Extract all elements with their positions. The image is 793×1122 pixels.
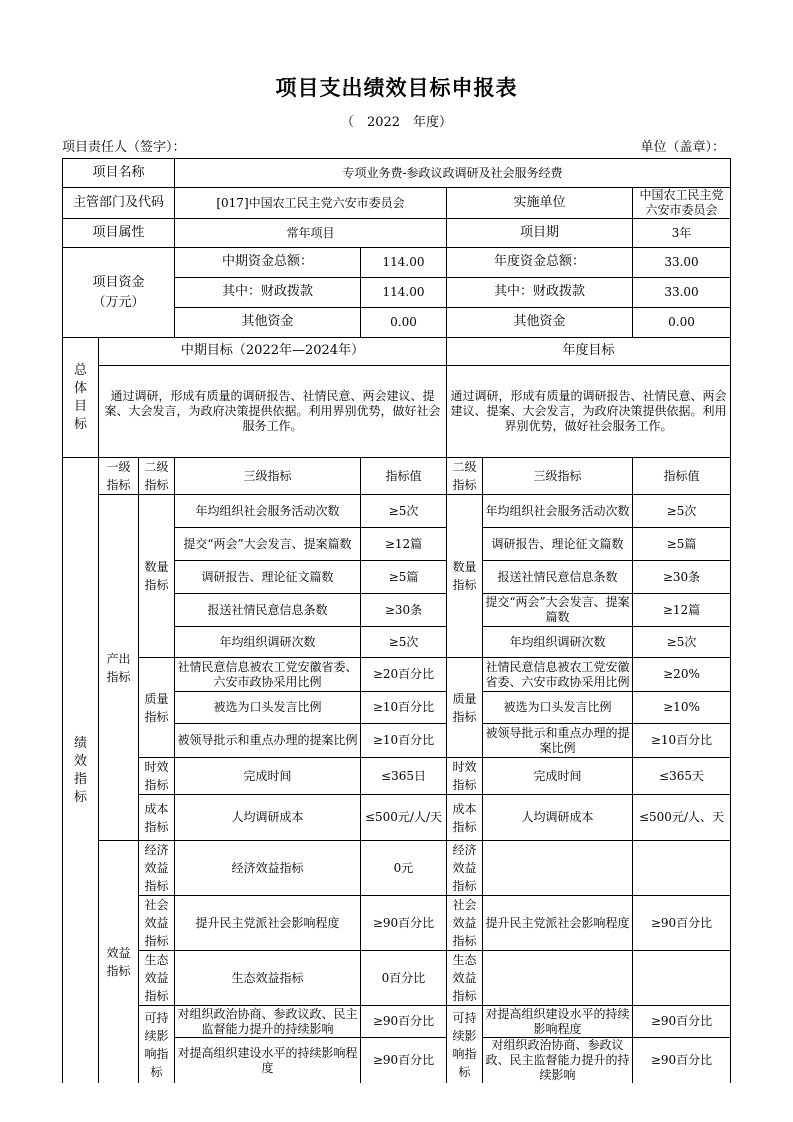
left-quantity-value: ≥5次	[361, 495, 447, 528]
time-label-right: 时效指标	[447, 758, 483, 795]
mid-goal-text: 通过调研，形成有质量的调研报告、社情民意、两会建议、提案、大会发言，为政府决策提供依据。利用界别优势，做好社会服务工作。	[99, 366, 447, 458]
right-quality-value: ≥10百分比	[633, 724, 731, 758]
year-fiscal-label: 其中：财政拨款	[447, 278, 633, 308]
col-value-right-header: 指标值	[633, 458, 731, 495]
left-sustain-value: ≥90百分比	[361, 1038, 447, 1084]
right-quality-name: 被选为口头发言比例	[483, 692, 633, 724]
right-quantity-name: 年均组织调研次数	[483, 627, 633, 658]
right-cost-value: ≤500元/人、天	[633, 795, 731, 841]
left-social-name: 提升民主党派社会影响程度	[175, 896, 361, 951]
left-quality-value: ≥20百分比	[361, 658, 447, 692]
econ-label-right: 经济效益指标	[447, 841, 483, 896]
left-sustain-name: 对提高组织建设水平的持续影响程度	[175, 1038, 361, 1084]
left-quality-value: ≥10百分比	[361, 692, 447, 724]
left-quality-name: 社情民意信息被农工党安徽省委、六安市政协采用比例	[175, 658, 361, 692]
benefit-indicator-label: 效益指标	[99, 841, 139, 1084]
right-sustain-value: ≥90百分比	[633, 1038, 731, 1084]
year-goal-header: 年度目标	[447, 338, 731, 366]
project-name-value: 专项业务费-参政议政调研及社会服务经费	[175, 159, 731, 188]
left-quantity-name: 调研报告、理论征文篇数	[175, 561, 361, 594]
year-total-value: 33.00	[633, 248, 731, 278]
col-level1-header: 一级指标	[99, 458, 139, 495]
quantity-label-left: 数量指标	[139, 495, 175, 658]
time-label-left: 时效指标	[139, 758, 175, 795]
right-sustain-value: ≥90百分比	[633, 1006, 731, 1038]
left-cost-value: ≤500元/人/天	[361, 795, 447, 841]
right-sustain-name: 对提高组织建设水平的持续影响程度	[483, 1006, 633, 1038]
cost-label-right: 成本指标	[447, 795, 483, 841]
performance-form	[62, 158, 731, 1083]
perf-indicator-label: 绩效指标	[63, 458, 99, 1084]
col-level2-right-header: 二级指标	[447, 458, 483, 495]
right-time-value: ≤365天	[633, 758, 731, 795]
left-eco-name: 生态效益指标	[175, 951, 361, 1006]
left-econ-value: 0元	[361, 841, 447, 896]
mid-fiscal-label: 其中：财政拨款	[175, 278, 361, 308]
eco-label-right: 生态效益指标	[447, 951, 483, 1006]
right-sustain-name: 对组织政治协商、参政议政、民主监督能力提升的持续影响	[483, 1038, 633, 1084]
col-level3-right-header: 三级指标	[483, 458, 633, 495]
left-quantity-name: 年均组织社会服务活动次数	[175, 495, 361, 528]
cost-label-left: 成本指标	[139, 795, 175, 841]
left-quantity-name: 提交“两会”大会发言、提案篇数	[175, 528, 361, 561]
right-quality-name: 社情民意信息被农工党安徽省委、六安市政协采用比例	[483, 658, 633, 692]
impl-unit-value: 中国农工民主党六安市委员会	[633, 188, 731, 219]
left-sustain-name: 对组织政治协商、参政议政、民主监督能力提升的持续影响	[175, 1006, 361, 1038]
right-eco-value	[633, 951, 731, 1006]
right-econ-name	[483, 841, 633, 896]
econ-label-left: 经济效益指标	[139, 841, 175, 896]
output-indicator-label: 产出指标	[99, 495, 139, 841]
right-quality-value: ≥10%	[633, 692, 731, 724]
right-quantity-name: 调研报告、理论征文篇数	[483, 528, 633, 561]
mid-other-label: 其他资金	[175, 308, 361, 338]
social-label-right: 社会效益指标	[447, 896, 483, 951]
left-quantity-value: ≥5篇	[361, 561, 447, 594]
quality-label-left: 质量指标	[139, 658, 175, 758]
project-period-label: 项目期	[447, 219, 633, 248]
dept-label: 主管部门及代码	[63, 188, 175, 219]
left-quality-value: ≥10百分比	[361, 724, 447, 758]
left-quantity-value: ≥5次	[361, 627, 447, 658]
sustain-label-right: 可持续影响指标	[447, 1006, 483, 1084]
right-social-name: 提升民主党派社会影响程度	[483, 896, 633, 951]
report-year: （ 2022 年度）	[340, 115, 453, 130]
right-quantity-value: ≥5次	[633, 627, 731, 658]
left-quality-name: 被选为口头发言比例	[175, 692, 361, 724]
right-eco-name	[483, 951, 633, 1006]
left-quantity-value: ≥12篇	[361, 528, 447, 561]
funds-label: 项目资金（万元）	[63, 248, 175, 338]
mid-fiscal-value: 114.00	[361, 278, 447, 308]
sustain-label-left: 可持续影响指标	[139, 1006, 175, 1084]
left-time-value: ≤365日	[361, 758, 447, 795]
right-quality-name: 被领导批示和重点办理的提案比例	[483, 724, 633, 758]
right-time-name: 完成时间	[483, 758, 633, 795]
year-goal-text: 通过调研，形成有质量的调研报告、社情民意、两会建议、提案、大会发言，为政府决策提供依据。利用界别优势，做好社会服务工作。	[447, 366, 731, 458]
mid-total-value: 114.00	[361, 248, 447, 278]
right-econ-value	[633, 841, 731, 896]
left-cost-name: 人均调研成本	[175, 795, 361, 841]
mid-goal-header: 中期目标（2022年—2024年）	[99, 338, 447, 366]
right-quantity-value: ≥30条	[633, 561, 731, 594]
unit-seal-label: 单位（盖章）：	[640, 140, 725, 155]
col-level2-left-header: 二级指标	[139, 458, 175, 495]
left-quality-name: 被领导批示和重点办理的提案比例	[175, 724, 361, 758]
mid-total-label: 中期资金总额：	[175, 248, 361, 278]
responsible-person-label: 项目责任人（签字）：	[62, 140, 186, 155]
left-eco-value: 0百分比	[361, 951, 447, 1006]
impl-unit-label: 实施单位	[447, 188, 633, 219]
year-fiscal-value: 33.00	[633, 278, 731, 308]
right-quality-value: ≥20%	[633, 658, 731, 692]
page-title: 项目支出绩效目标申报表	[275, 75, 518, 100]
mid-other-value: 0.00	[361, 308, 447, 338]
col-level3-left-header: 三级指标	[175, 458, 361, 495]
right-quantity-name: 报送社情民意信息条数	[483, 561, 633, 594]
social-label-left: 社会效益指标	[139, 896, 175, 951]
year-other-label: 其他资金	[447, 308, 633, 338]
right-quantity-value: ≥5次	[633, 495, 731, 528]
year-total-label: 年度资金总额：	[447, 248, 633, 278]
right-cost-name: 人均调研成本	[483, 795, 633, 841]
left-econ-name: 经济效益指标	[175, 841, 361, 896]
right-social-value: ≥90百分比	[633, 896, 731, 951]
right-quantity-name: 提交“两会”大会发言、提案篇数	[483, 594, 633, 627]
dept-value: [017]中国农工民主党六安市委员会	[175, 188, 447, 219]
left-quantity-value: ≥30条	[361, 594, 447, 627]
col-value-left-header: 指标值	[361, 458, 447, 495]
project-attr-label: 项目属性	[63, 219, 175, 248]
left-sustain-value: ≥90百分比	[361, 1006, 447, 1038]
right-quantity-value: ≥12篇	[633, 594, 731, 627]
project-period-value: 3年	[633, 219, 731, 248]
eco-label-left: 生态效益指标	[139, 951, 175, 1006]
right-quantity-name: 年均组织社会服务活动次数	[483, 495, 633, 528]
project-attr-value: 常年项目	[175, 219, 447, 248]
left-time-name: 完成时间	[175, 758, 361, 795]
left-quantity-name: 年均组织调研次数	[175, 627, 361, 658]
right-quantity-value: ≥5篇	[633, 528, 731, 561]
quality-label-right: 质量指标	[447, 658, 483, 758]
project-name-label: 项目名称	[63, 159, 175, 188]
year-other-value: 0.00	[633, 308, 731, 338]
left-quantity-name: 报送社情民意信息条数	[175, 594, 361, 627]
left-social-value: ≥90百分比	[361, 896, 447, 951]
overall-goal-label: 总体目标	[63, 338, 99, 458]
quantity-label-right: 数量指标	[447, 495, 483, 658]
